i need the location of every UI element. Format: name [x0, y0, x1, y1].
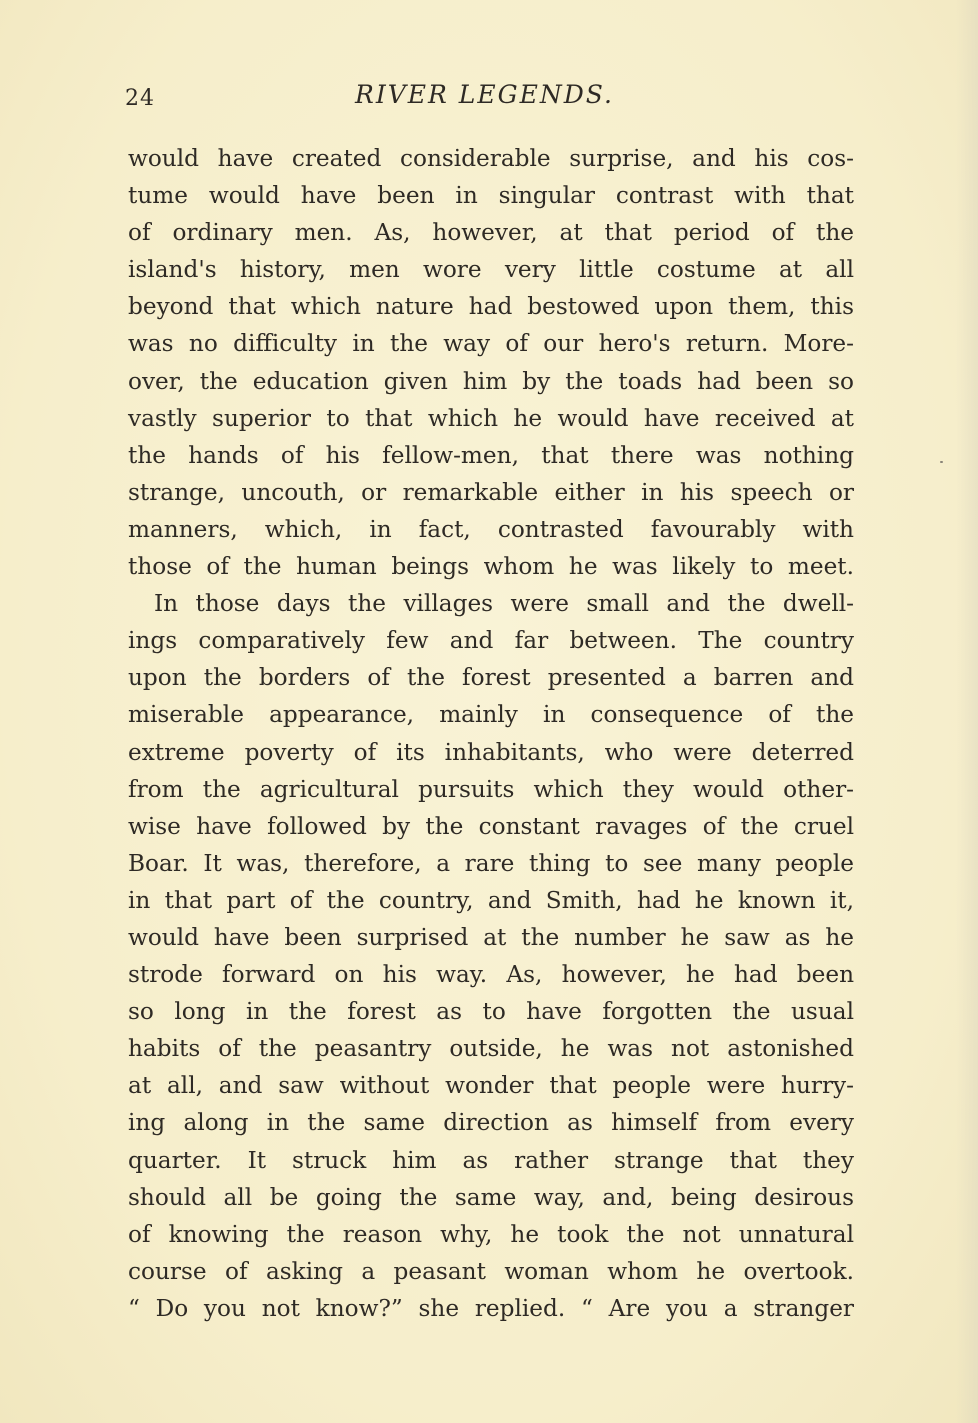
text-line: wise have followed by the constant ravages of the cruel [128, 812, 854, 840]
text-line: upon the borders of the forest presented a barren and [128, 664, 854, 692]
text-line: ings comparatively few and far between. The country [128, 627, 854, 655]
text-line: beyond that which nature had bestowed upon them, this [128, 293, 854, 321]
text-line: strange, uncouth, or remarkable either in his speech or [128, 478, 854, 506]
text-line: over, the education given him by the toads had been so [128, 367, 854, 395]
text-line: of knowing the reason why, he took the not unnatural [128, 1220, 854, 1248]
text-line: would have been surprised at the number he saw as he [128, 923, 854, 951]
text-line: habits of the peasantry outside, he was not astonished [128, 1035, 854, 1063]
text-line: extreme poverty of its inhabitants, who were deterred [128, 738, 854, 766]
text-line: “ Do you not know?” she replied. “ Are you a stranger [128, 1294, 854, 1322]
text-line: strode forward on his way. As, however, he had been [128, 961, 854, 989]
text-line: ing along in the same direction as himself from every [128, 1109, 854, 1137]
text-line: was no difficulty in the way of our hero's return. More- [128, 330, 854, 358]
body-text [128, 140, 854, 1327]
running-title: RIVER LEGENDS. [355, 80, 614, 109]
text-line: should all be going the same way, and, being desirous [128, 1183, 854, 1211]
text-line: those of the human beings whom he was likely to meet. [128, 553, 854, 581]
text-line: at all, and saw without wonder that people were hurry- [128, 1072, 854, 1100]
text-line: quarter. It struck him as rather strange that they [128, 1146, 854, 1174]
text-line: of ordinary men. As, however, at that period of the [128, 219, 854, 247]
running-head [125, 80, 855, 120]
text-line: tume would have been in singular contrast with that [128, 182, 854, 210]
text-line: Boar. It was, therefore, a rare thing to see many people [128, 849, 854, 877]
text-line: In those days the villages were small and the dwell- [154, 590, 854, 618]
text-line: manners, which, in fact, contrasted favourably with [128, 515, 854, 543]
text-line: from the agricultural pursuits which they would other- [128, 775, 854, 803]
text-line: the hands of his fellow-men, that there was nothing [128, 441, 854, 469]
text-line: island's history, men wore very little costume at all [128, 256, 854, 284]
text-line: in that part of the country, and Smith, had he known it, [128, 886, 854, 914]
text-line: would have created considerable surprise, and his cos- [128, 145, 854, 172]
text-line: so long in the forest as to have forgotten the usual [128, 998, 854, 1026]
text-line: course of asking a peasant woman whom he overtook. [128, 1257, 854, 1285]
text-line: vastly superior to that which he would have received at [128, 404, 854, 432]
text-line: miserable appearance, mainly in consequence of the [128, 701, 854, 729]
margin-speck [940, 461, 943, 463]
page-edge-shade [956, 0, 978, 1423]
page-number: 24 [125, 86, 155, 111]
